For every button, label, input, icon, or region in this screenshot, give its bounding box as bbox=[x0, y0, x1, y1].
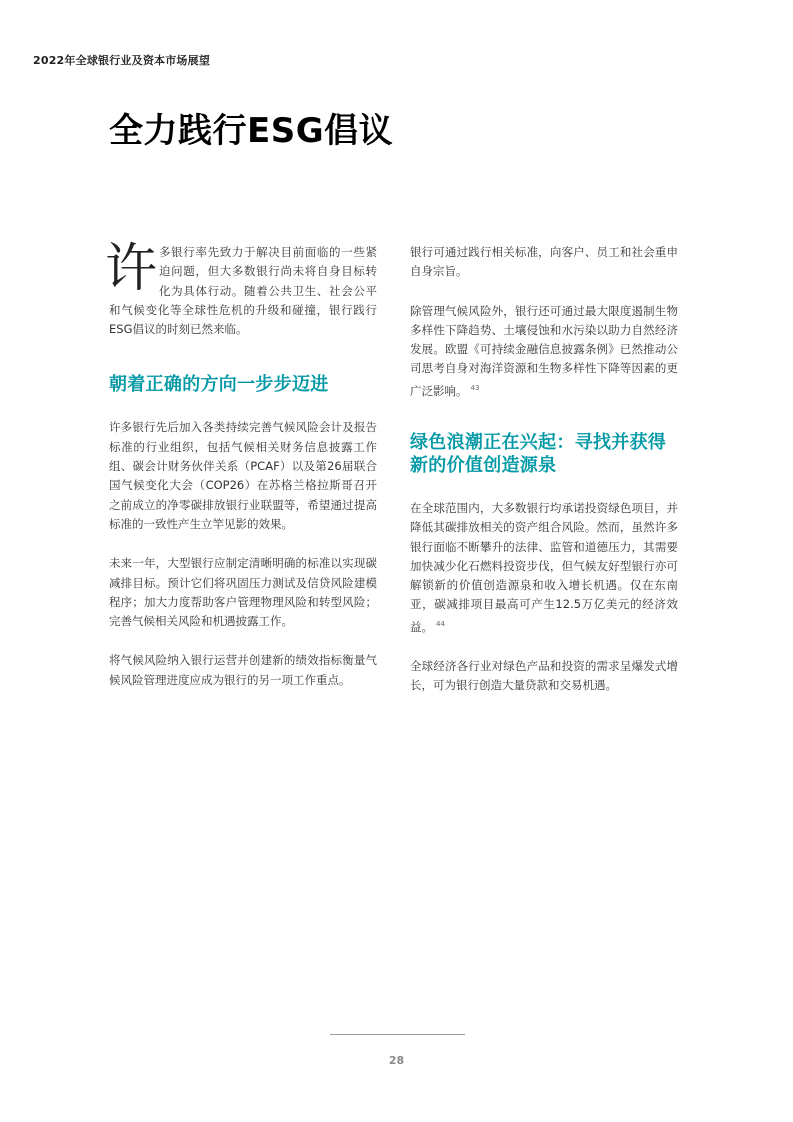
running-header: 2022年全球银行业及资本市场展望 bbox=[33, 54, 211, 67]
left-column bbox=[105, 239, 377, 690]
paragraph: 许多银行先后加入各类持续完善气候风险会计及报告标准的行业组织，包括气候相关财务信息披露工作组、碳会计财务伙伴关系（PCAF）以及第26届联合国气候变化大会（COP26）在苏格兰格拉斯哥召开之前成立的净零碳排放银行业联盟等，希望通过提高标准的一致性产生立竿见影的效果。 bbox=[109, 420, 377, 531]
footer-divider bbox=[330, 1034, 465, 1035]
paragraph-text: 在全球范围内，大多数银行均承诺投资绿色项目，并降低其碳排放相关的资产组合风险。然而，虽然许多银行面临不断攀升的法律、监管和道德压力，其需要加快减少化石燃料投资步伐，但气候友好型银行亦可解锁新的价值创造源泉和收入增长机遇。仅在东南亚，碳减排项目最高可产生12.5万亿美元的经济效益。 bbox=[410, 500, 678, 634]
page-number: 28 bbox=[388, 1054, 405, 1067]
paragraph: 银行可通过践行相关标准，向客户、员工和社会重申自身宗旨。 bbox=[410, 245, 678, 279]
page-title: 全力践行ESG倡议 bbox=[109, 111, 394, 151]
paragraph-text: 除管理气候风险外，银行还可通过最大限度遏制生物多样性下降趋势、土壤侵蚀和水污染以助力自然经济发展。欧盟《可持续金融信息披露条例》已然推动公司思考自身对海洋资源和生物多样性下降等因素的更广泛影响。 bbox=[410, 303, 678, 398]
right-column bbox=[410, 243, 678, 695]
section-heading-right-direction: 朝着正确的方向一步步迈进 bbox=[109, 374, 329, 396]
footnote-ref: 43 bbox=[470, 383, 480, 392]
paragraph bbox=[410, 302, 678, 401]
paragraph bbox=[410, 499, 678, 637]
paragraph: 全球经济各行业对绿色产品和投资的需求呈爆发式增长，可为银行创造大量贷款和交易机遇。 bbox=[410, 658, 678, 693]
intro-text: 多银行率先致力于解决目前面临的一些紧迫问题，但大多数银行尚未将自身目标转化为具体行动。随着公共卫生、社会公平和气候变化等全球性危机的升级和碰撞，银行践行ESG倡议的时刻已然来临。 bbox=[109, 245, 377, 337]
paragraph: 未来一年，大型银行应制定清晰明确的标准以实现碳减排目标。预计它们将巩固压力测试及信贷风险建模程序；加大力度帮助客户管理物理风险和转型风险；完善气候相关风险和机遇披露工作。 bbox=[109, 556, 377, 629]
footnote-ref: 44 bbox=[436, 619, 445, 628]
intro-paragraph bbox=[105, 239, 377, 339]
section-heading-green-wave: 绿色浪潮正在兴起：寻找并获得新的价值创造源泉 bbox=[410, 431, 667, 476]
drop-cap: 许 bbox=[105, 239, 158, 299]
paragraph: 将气候风险纳入银行运营并创建新的绩效指标衡量气候风险管理进度应成为银行的另一项工作重点。 bbox=[109, 653, 377, 687]
